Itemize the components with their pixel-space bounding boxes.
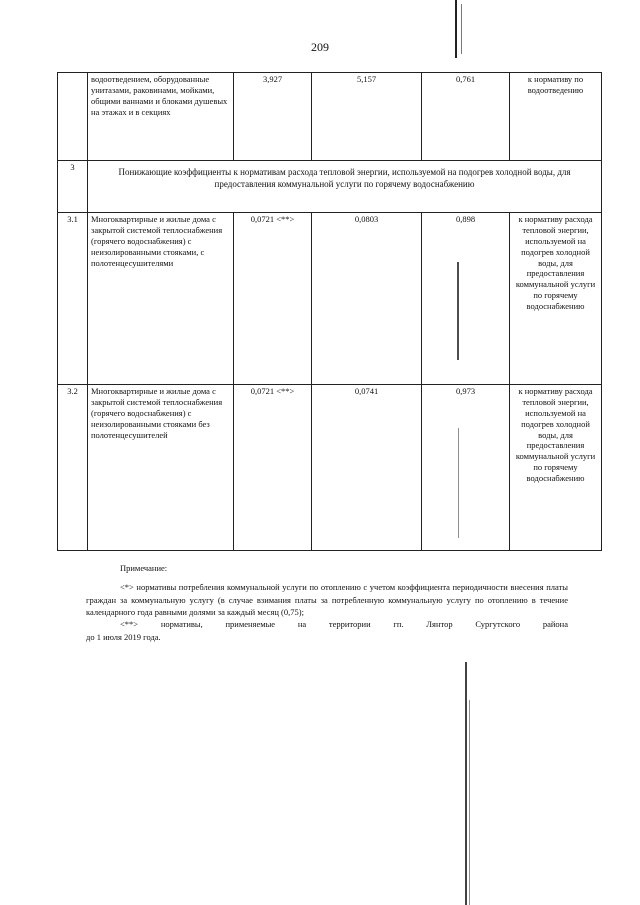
value3-cell: 0,761 <box>422 73 510 161</box>
scan-artifact-line <box>469 700 470 905</box>
note-cell: к нормативу расхода тепловой энергии, используемой на подогрев холодной воды, для предоставления коммунальной услуги по горячему водоснабжению <box>510 213 602 385</box>
value1-cell: 3,927 <box>234 73 312 161</box>
note-cell: к нормативу по водоотведению <box>510 73 602 161</box>
value2-cell: 0,0741 <box>312 385 422 551</box>
scan-artifact-line <box>461 4 462 54</box>
section-title-cell <box>88 161 602 213</box>
description-cell: водоотведением, оборудованные унитазами, раковинами, мойками, общими ваннами и блоками душевых на этажах и в секциях <box>88 73 234 161</box>
scan-artifact-line <box>465 662 467 905</box>
note-cell: к нормативу расхода тепловой энергии, используемой на подогрев холодной воды, для предоставления коммунальной услуги по горячему водоснабжению <box>510 385 602 551</box>
notes-heading: Примечание: <box>120 563 168 573</box>
value3-cell: 0,973 <box>422 385 510 551</box>
section-title: Понижающие коэффициенты к нормативам расхода тепловой энергии, используемой на подогрев холодной воды, для предоставления коммунальной услуги по горячему водоснабжению <box>118 167 571 190</box>
row-number-cell: 3.1 <box>58 213 88 385</box>
table-row <box>58 385 602 551</box>
value3-cell: 0,898 <box>422 213 510 385</box>
value2-cell: 0,0803 <box>312 213 422 385</box>
note-1: <*> нормативы потребления коммунальной услуги по отоплению с учетом коэффициента периодичности внесения платы граждан за коммунальную услугу (в случае взимания платы за потребленную коммунальную услугу по отоплению в течение календарного года равными долями за каждый месяц (0,75); <box>86 582 568 617</box>
table-row <box>58 73 602 161</box>
row-number-cell: 3.2 <box>58 385 88 551</box>
description-cell: Многоквартирные и жилые дома с закрытой системой теплоснабжения (горячего водоснабжения) с неизолированными стояками, с полотенцесушителями <box>88 213 234 385</box>
scan-artifact-line <box>455 0 457 58</box>
notes-block <box>86 562 568 643</box>
coefficients-table <box>57 72 602 551</box>
value1-cell: 0,0721 <**> <box>234 385 312 551</box>
description-cell: Многоквартирные и жилые дома с закрытой системой теплоснабжения (горячего водоснабжения) с неизолированными стояками без полотенцесушителей <box>88 385 234 551</box>
section-number-cell: 3 <box>58 161 88 213</box>
section-row <box>58 161 602 213</box>
page-number: 209 <box>311 40 329 54</box>
scan-artifact-line <box>457 262 459 360</box>
note-2-line-2: до 1 июля 2019 года. <box>86 631 161 642</box>
note-2-line-1: <**> нормативы, применяемые на территории гп. Лянтор Сургутского района <box>120 619 568 630</box>
table-row <box>58 213 602 385</box>
scan-artifact-line <box>458 428 459 538</box>
value1-cell: 0,0721 <**> <box>234 213 312 385</box>
value2-cell: 5,157 <box>312 73 422 161</box>
row-number-cell <box>58 73 88 161</box>
